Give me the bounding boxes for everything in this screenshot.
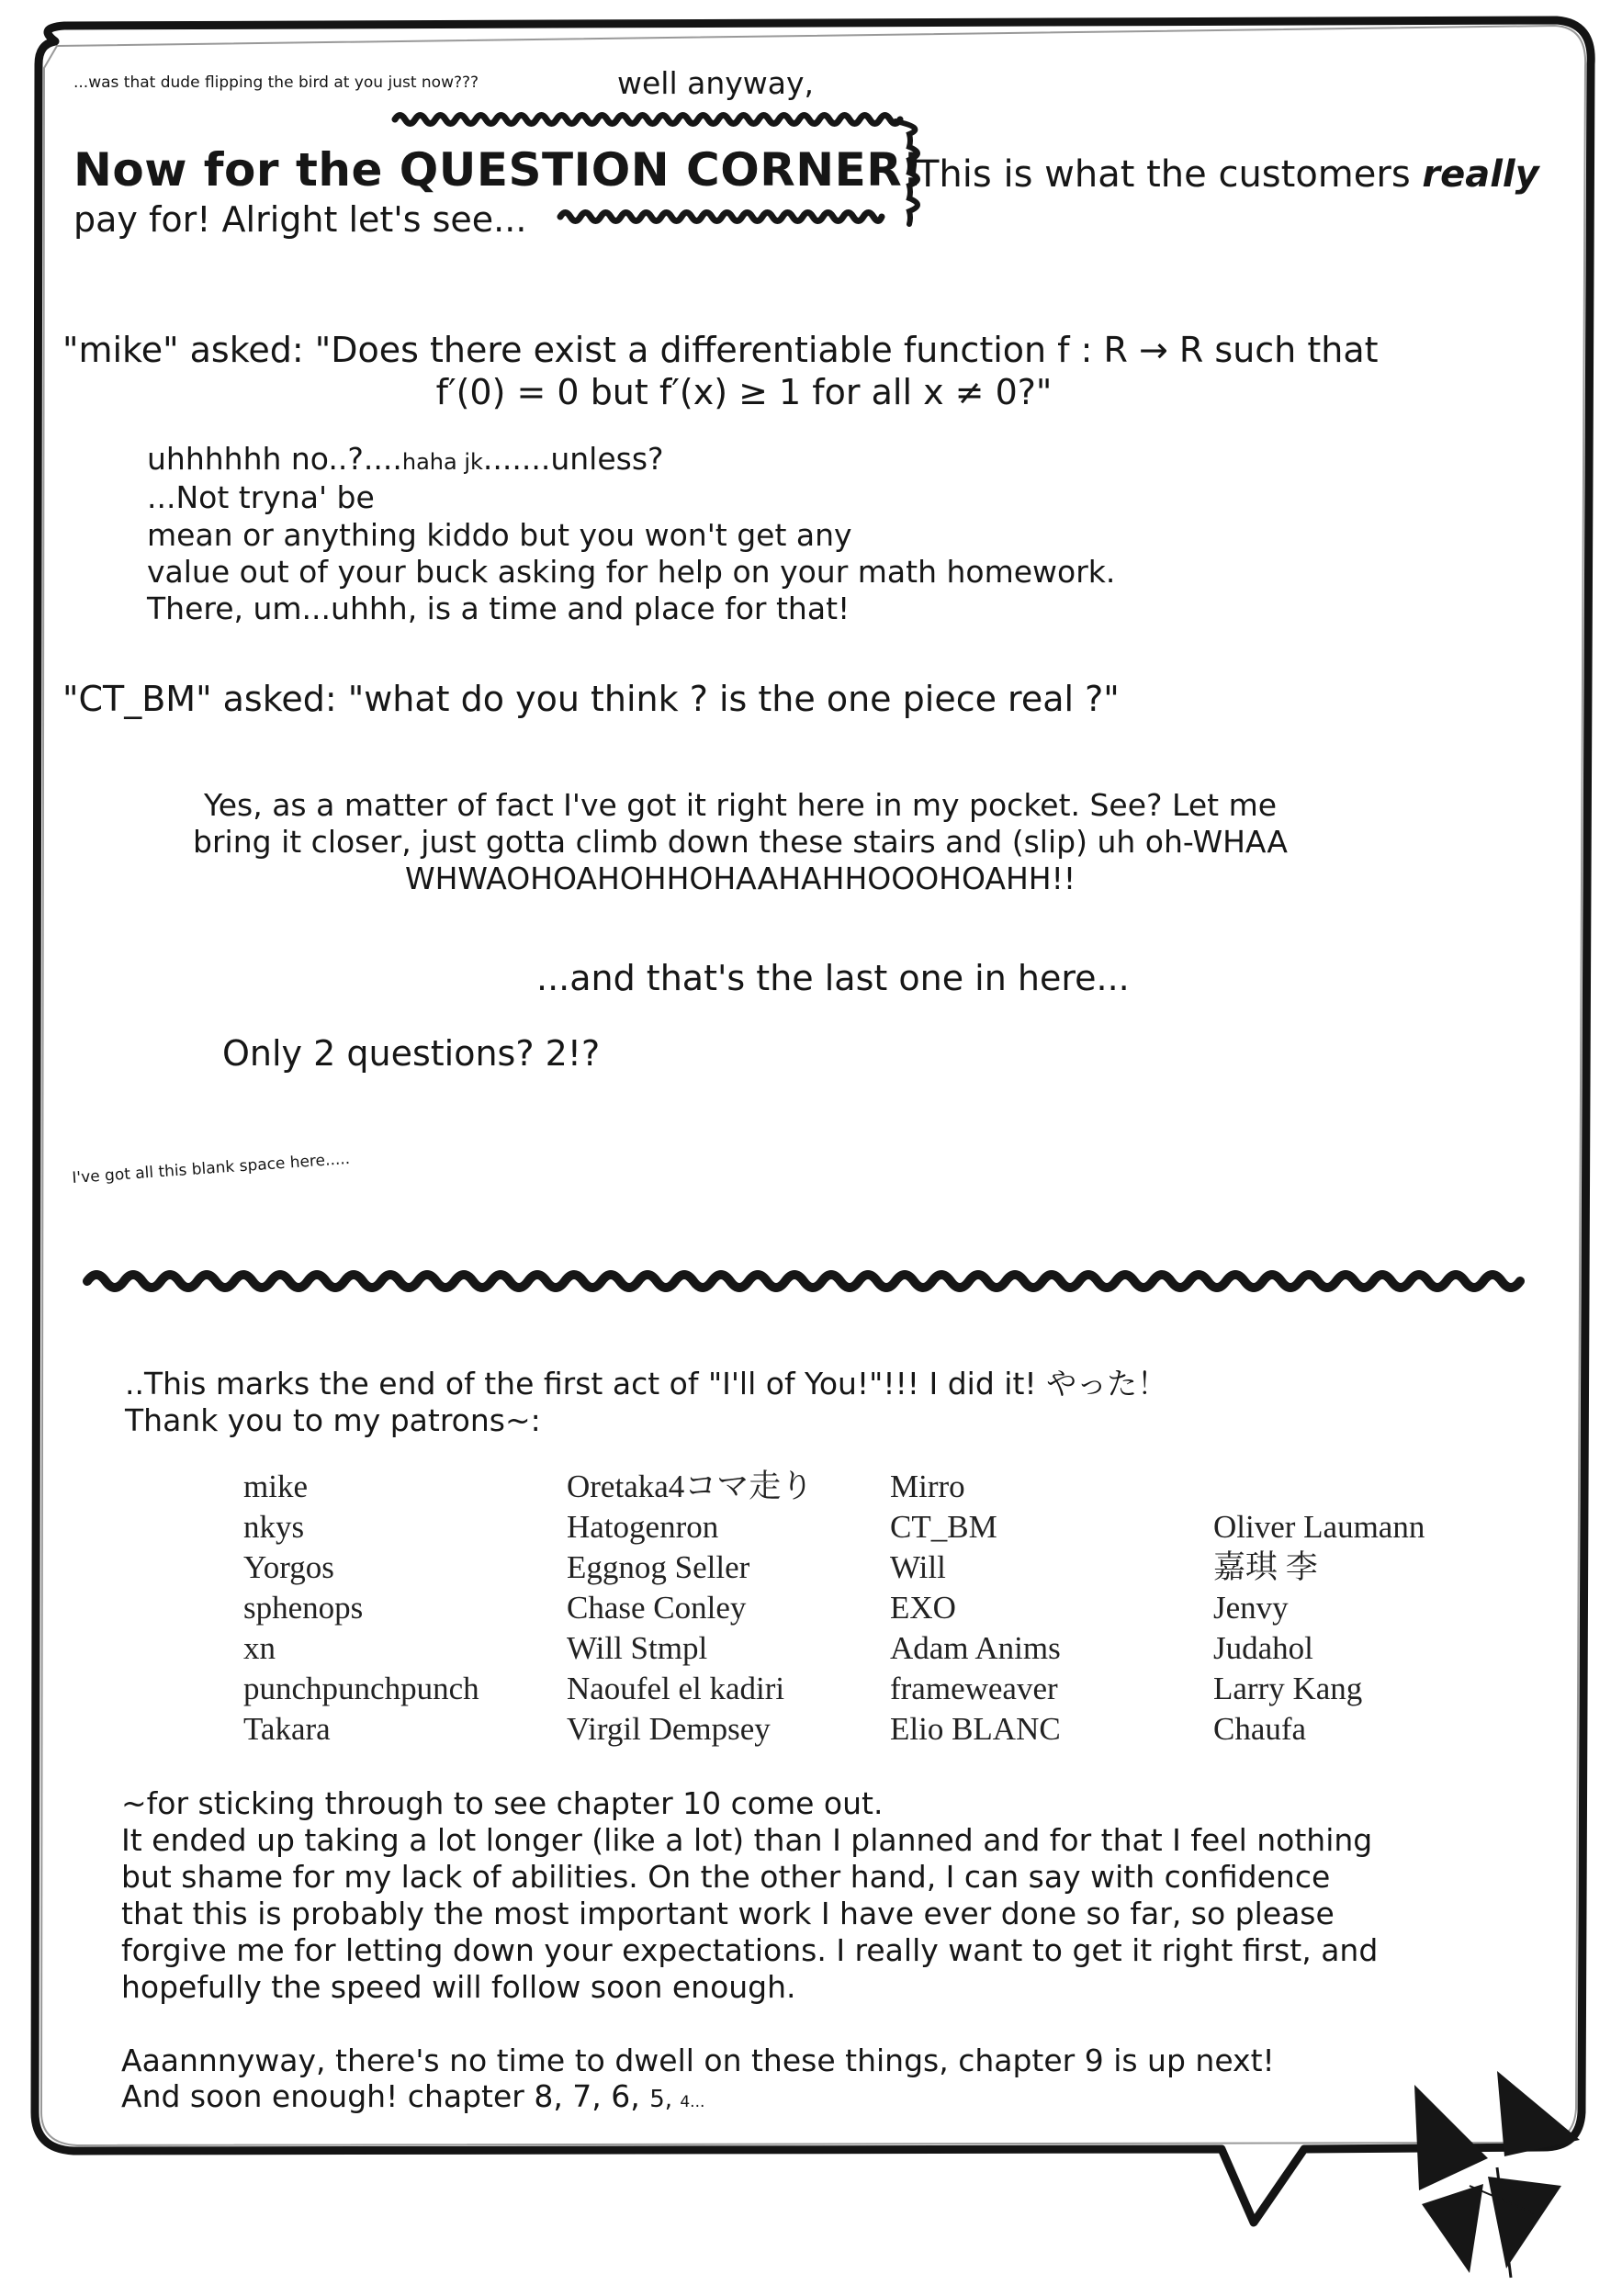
thanks-line-2: Thank you to my patrons~: bbox=[125, 1402, 541, 1438]
question-2-answer-line: WHWAOHOAHOHHOHAAHAHHOOOHOAHH!! bbox=[404, 861, 1076, 896]
patron-name: Judahol bbox=[1213, 1630, 1313, 1666]
blank-space-note: I've got all this blank space here..... bbox=[71, 1149, 351, 1187]
question-1-answer-line: mean or anything kiddo but you won't get any bbox=[147, 517, 852, 553]
intro-well-anyway: well anyway, bbox=[617, 65, 815, 101]
patron-name: Oretaka4コマ走り bbox=[567, 1469, 814, 1504]
closing-line: forgive me for letting down your expectations. I really want to get it right first, and bbox=[121, 1932, 1379, 1968]
question-1-answer-line-1 bbox=[147, 441, 664, 477]
patron-name-empty bbox=[1213, 1467, 1425, 1507]
patron-name: Virgil Dempsey bbox=[567, 1711, 771, 1747]
patron-name: Hatogenron bbox=[567, 1509, 719, 1545]
question-1-ask-line-2: f′(0) = 0 but f′(x) ≥ 1 for all x ≠ 0?" bbox=[435, 372, 1053, 412]
patron-name: Oliver Laumann bbox=[1213, 1509, 1425, 1545]
closing-chapter-4: 4... bbox=[680, 2093, 705, 2111]
patron-name: punchpunchpunch bbox=[243, 1671, 479, 1706]
question-1-answer-line: There, um...uhhh, is a time and place for that! bbox=[147, 591, 850, 626]
patron-name: mike bbox=[243, 1469, 308, 1504]
question-2-answer-line: bring it closer, just gotta climb down these stairs and (slip) uh oh-WHAA bbox=[193, 824, 1288, 860]
patron-column-1 bbox=[243, 1467, 479, 1750]
question-2-ask: "CT_BM" asked: "what do you think ? is the one piece real ?" bbox=[62, 679, 1120, 719]
patron-name: frameweaver bbox=[890, 1671, 1058, 1706]
squiggle-divider bbox=[87, 1275, 1520, 1288]
patron-name: sphenops bbox=[243, 1590, 364, 1626]
answer-unless: .......unless? bbox=[482, 441, 664, 477]
intro-aside: ...was that dude flipping the bird at you just now??? bbox=[73, 73, 479, 92]
header-tail-emphasis: really bbox=[1422, 153, 1539, 196]
squiggle-top bbox=[395, 116, 900, 124]
patron-name: Adam Anims bbox=[890, 1630, 1061, 1666]
patron-name: 嘉琪 李 bbox=[1213, 1549, 1318, 1585]
patron-name: Will bbox=[890, 1549, 946, 1585]
answer-haha: haha jk bbox=[401, 449, 483, 475]
closing-line: that this is probably the most important work I have ever done so far, so please bbox=[121, 1896, 1335, 1931]
closing-final-1: Aaannnyway, there's no time to dwell on these things, chapter 9 is up next! bbox=[121, 2043, 1275, 2078]
patron-name: Mirro bbox=[890, 1469, 965, 1504]
question-1-answer-line: ...Not tryna' be bbox=[147, 479, 375, 515]
patron-name: Jenvy bbox=[1213, 1590, 1289, 1626]
closing-line: ~for sticking through to see chapter 10 come out. bbox=[121, 1785, 884, 1821]
patron-name: Yorgos bbox=[243, 1549, 334, 1585]
patron-column-2 bbox=[567, 1467, 813, 1750]
patron-name: Naoufel el kadiri bbox=[567, 1671, 785, 1706]
squiggle-pay-line bbox=[560, 213, 882, 221]
question-1-answer-line: value out of your buck asking for help on your math homework. bbox=[147, 554, 1116, 590]
patron-list bbox=[243, 1467, 1511, 1751]
thanks-line-1: ..This marks the end of the first act of "I'll of You!"!!! I did it! やった！ bbox=[125, 1366, 1168, 1401]
closing-line: hopefully the speed will follow soon enough. bbox=[121, 1969, 796, 2005]
closing-chapters: And soon enough! chapter 8, 7, 6, bbox=[121, 2078, 650, 2114]
only-two-note: Only 2 questions? 2!? bbox=[222, 1033, 601, 1074]
closing-line: but shame for my lack of abilities. On the other hand, I can say with confidence bbox=[121, 1859, 1331, 1895]
header-tail-text: This is what the customers bbox=[917, 153, 1411, 196]
patron-column-4 bbox=[1213, 1467, 1425, 1750]
patron-name: Chaufa bbox=[1213, 1711, 1307, 1747]
patron-name: Larry Kang bbox=[1213, 1671, 1363, 1706]
patron-name: Will Stmpl bbox=[567, 1630, 708, 1666]
question-2-answer-line: Yes, as a matter of fact I've got it right here in my pocket. See? Let me bbox=[203, 787, 1278, 823]
last-one-note: ...and that's the last one in here... bbox=[536, 958, 1130, 998]
patron-name: Elio BLANC bbox=[890, 1711, 1061, 1747]
question-1-ask: "mike" asked: "Does there exist a differentiable function f : R → R such that bbox=[62, 330, 1379, 370]
pinwheel-ornament bbox=[1414, 2071, 1580, 2278]
closing-chapter-5: 5, bbox=[649, 2086, 681, 2113]
patron-name: EXO bbox=[890, 1590, 956, 1626]
closing-line: It ended up taking a lot longer (like a lot) than I planned and for that I feel nothing bbox=[121, 1822, 1373, 1858]
patron-name: xn bbox=[243, 1630, 276, 1666]
patron-name: Eggnog Seller bbox=[567, 1549, 750, 1585]
patron-name: Chase Conley bbox=[567, 1590, 747, 1626]
patron-name: Takara bbox=[243, 1711, 331, 1747]
page-title: Now for the QUESTION CORNER! bbox=[73, 143, 924, 197]
header-line-2: pay for! Alright let's see... bbox=[73, 199, 527, 240]
answer-no: uhhhhhh no..?.... bbox=[147, 441, 402, 477]
patron-column-3 bbox=[890, 1467, 1061, 1750]
header-tail bbox=[917, 153, 1539, 196]
patron-name: CT_BM bbox=[890, 1509, 997, 1545]
patron-name: nkys bbox=[243, 1509, 305, 1545]
closing-final-2 bbox=[121, 2078, 705, 2114]
